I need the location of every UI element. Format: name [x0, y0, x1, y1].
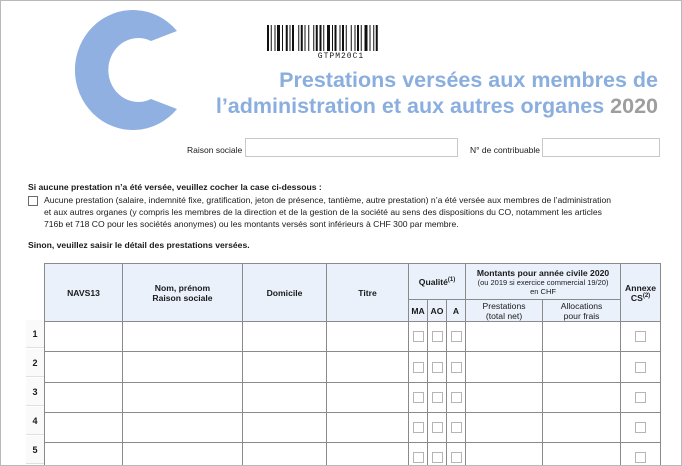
detail-heading: Sinon, veuillez saisir le détail des prestations versées. — [28, 240, 250, 250]
a-checkbox[interactable] — [451, 392, 462, 403]
col-annexe: Annexe CS$^{(2)}$ — [621, 264, 661, 322]
ao-checkbox[interactable] — [432, 331, 443, 342]
annexe-checkbox[interactable] — [635, 392, 646, 403]
prestations-cell[interactable] — [466, 382, 543, 412]
notice-text — [44, 194, 682, 230]
notice-line-1: Aucune prestation (salaire, indemnité fixe, gratification, jeton de présence, tantième, autre prestation) n’a été versée aux membres de l’administration — [44, 195, 612, 205]
a-checkbox[interactable] — [451, 452, 462, 463]
ma-checkbox[interactable] — [413, 392, 424, 403]
ao-checkbox[interactable] — [432, 422, 443, 433]
col-qualite-a: A — [447, 300, 466, 322]
ao-cell[interactable] — [428, 382, 447, 412]
row-number: 1 — [26, 320, 44, 348]
table-row — [45, 322, 661, 352]
form-code: GTPM20C1 — [317, 52, 365, 61]
col-qualite-ma: MA — [409, 300, 428, 322]
nom-cell[interactable] — [123, 322, 243, 352]
navs-cell[interactable] — [45, 442, 123, 466]
annexe-cell[interactable] — [621, 442, 661, 466]
ma-checkbox[interactable] — [413, 362, 424, 373]
nom-cell[interactable] — [123, 352, 243, 382]
titre-cell[interactable] — [327, 352, 409, 382]
row-number: 2 — [26, 349, 44, 377]
ma-checkbox[interactable] — [413, 422, 424, 433]
annexe-checkbox[interactable] — [635, 331, 646, 342]
notice-heading: Si aucune prestation n’a été versée, veuillez cocher la case ci-dessous : — [28, 182, 322, 192]
title-line-1: Prestations versées aux membres de — [279, 68, 658, 92]
ao-cell[interactable] — [428, 442, 447, 466]
barcode — [267, 25, 415, 51]
title-year: 2020 — [610, 94, 658, 118]
navs-cell[interactable] — [45, 322, 123, 352]
ma-cell[interactable] — [409, 322, 428, 352]
allocations-cell[interactable] — [543, 352, 621, 382]
navs-cell[interactable] — [45, 412, 123, 442]
col-nom: Nom, prénom Raison sociale — [123, 264, 243, 322]
allocations-cell[interactable] — [543, 442, 621, 466]
a-cell[interactable] — [447, 352, 466, 382]
section-letter-graphic — [55, 0, 195, 145]
ao-checkbox[interactable] — [432, 362, 443, 373]
title-line-2: l’administration et aux autres organes 2020 — [215, 94, 658, 118]
raison-sociale-label: Raison sociale — [187, 145, 243, 155]
annexe-cell[interactable] — [621, 382, 661, 412]
col-qualite: Qualité$^{(1)}$ — [409, 264, 466, 300]
a-checkbox[interactable] — [451, 422, 462, 433]
allocations-cell[interactable] — [543, 412, 621, 442]
titre-cell[interactable] — [327, 412, 409, 442]
nom-cell[interactable] — [123, 442, 243, 466]
domicile-cell[interactable] — [243, 382, 327, 412]
prestations-table — [44, 263, 661, 466]
annexe-cell[interactable] — [621, 322, 661, 352]
annexe-cell[interactable] — [621, 412, 661, 442]
table-row — [45, 352, 661, 382]
domicile-cell[interactable] — [243, 352, 327, 382]
col-domicile: Domicile — [243, 264, 327, 322]
row-number: 5 — [26, 436, 44, 464]
ma-cell[interactable] — [409, 352, 428, 382]
col-qualite-ao: AO — [428, 300, 447, 322]
domicile-cell[interactable] — [243, 442, 327, 466]
ao-cell[interactable] — [428, 352, 447, 382]
a-checkbox[interactable] — [451, 331, 462, 342]
col-titre: Titre — [327, 264, 409, 322]
ao-cell[interactable] — [428, 412, 447, 442]
raison-sociale-input[interactable] — [245, 138, 458, 157]
col-allocations: Allocations pour frais — [543, 300, 621, 322]
ao-checkbox[interactable] — [432, 452, 443, 463]
prestations-cell[interactable] — [466, 412, 543, 442]
table-row — [45, 442, 661, 466]
contribuable-input[interactable] — [542, 138, 660, 157]
domicile-cell[interactable] — [243, 412, 327, 442]
table-row — [45, 412, 661, 442]
col-prestations: Prestations (total net) — [466, 300, 543, 322]
a-cell[interactable] — [447, 322, 466, 352]
titre-cell[interactable] — [327, 442, 409, 466]
row-number: 4 — [26, 407, 44, 435]
ao-checkbox[interactable] — [432, 392, 443, 403]
notice-line-3: 716b et 718 CO pour les sociétés anonymes) ou les montants versés sont inférieurs à CHF 300 par membre. — [44, 219, 459, 229]
no-prestation-checkbox[interactable] — [28, 196, 38, 206]
allocations-cell[interactable] — [543, 322, 621, 352]
titre-cell[interactable] — [327, 382, 409, 412]
ma-checkbox[interactable] — [413, 452, 424, 463]
table-row — [45, 382, 661, 412]
prestations-cell[interactable] — [466, 352, 543, 382]
nom-cell[interactable] — [123, 412, 243, 442]
prestations-cell[interactable] — [466, 322, 543, 352]
prestations-cell[interactable] — [466, 442, 543, 466]
allocations-cell[interactable] — [543, 382, 621, 412]
row-number: 3 — [26, 378, 44, 406]
page-title — [216, 67, 658, 119]
a-cell[interactable] — [447, 382, 466, 412]
col-montants: Montants pour année civile 2020 (ou 2019 si exercice commercial 19/20) en CHF — [466, 264, 621, 300]
titre-cell[interactable] — [327, 322, 409, 352]
annexe-checkbox[interactable] — [635, 422, 646, 433]
ma-cell[interactable] — [409, 442, 428, 466]
annexe-checkbox[interactable] — [635, 452, 646, 463]
domicile-cell[interactable] — [243, 322, 327, 352]
nom-cell[interactable] — [123, 382, 243, 412]
ma-checkbox[interactable] — [413, 331, 424, 342]
ma-cell[interactable] — [409, 382, 428, 412]
ma-cell[interactable] — [409, 412, 428, 442]
notice-line-2: et aux autres organes (y compris les membres de la direction et de la gestion de la société au sens des dispositions du CO, notamment les articles — [44, 207, 602, 217]
col-navs13: NAVS13 — [45, 264, 123, 322]
a-cell[interactable] — [447, 442, 466, 466]
navs-cell[interactable] — [45, 382, 123, 412]
a-checkbox[interactable] — [451, 362, 462, 373]
ao-cell[interactable] — [428, 322, 447, 352]
annexe-checkbox[interactable] — [635, 362, 646, 373]
a-cell[interactable] — [447, 412, 466, 442]
annexe-cell[interactable] — [621, 352, 661, 382]
contribuable-label: N° de contribuable — [470, 145, 541, 155]
navs-cell[interactable] — [45, 352, 123, 382]
